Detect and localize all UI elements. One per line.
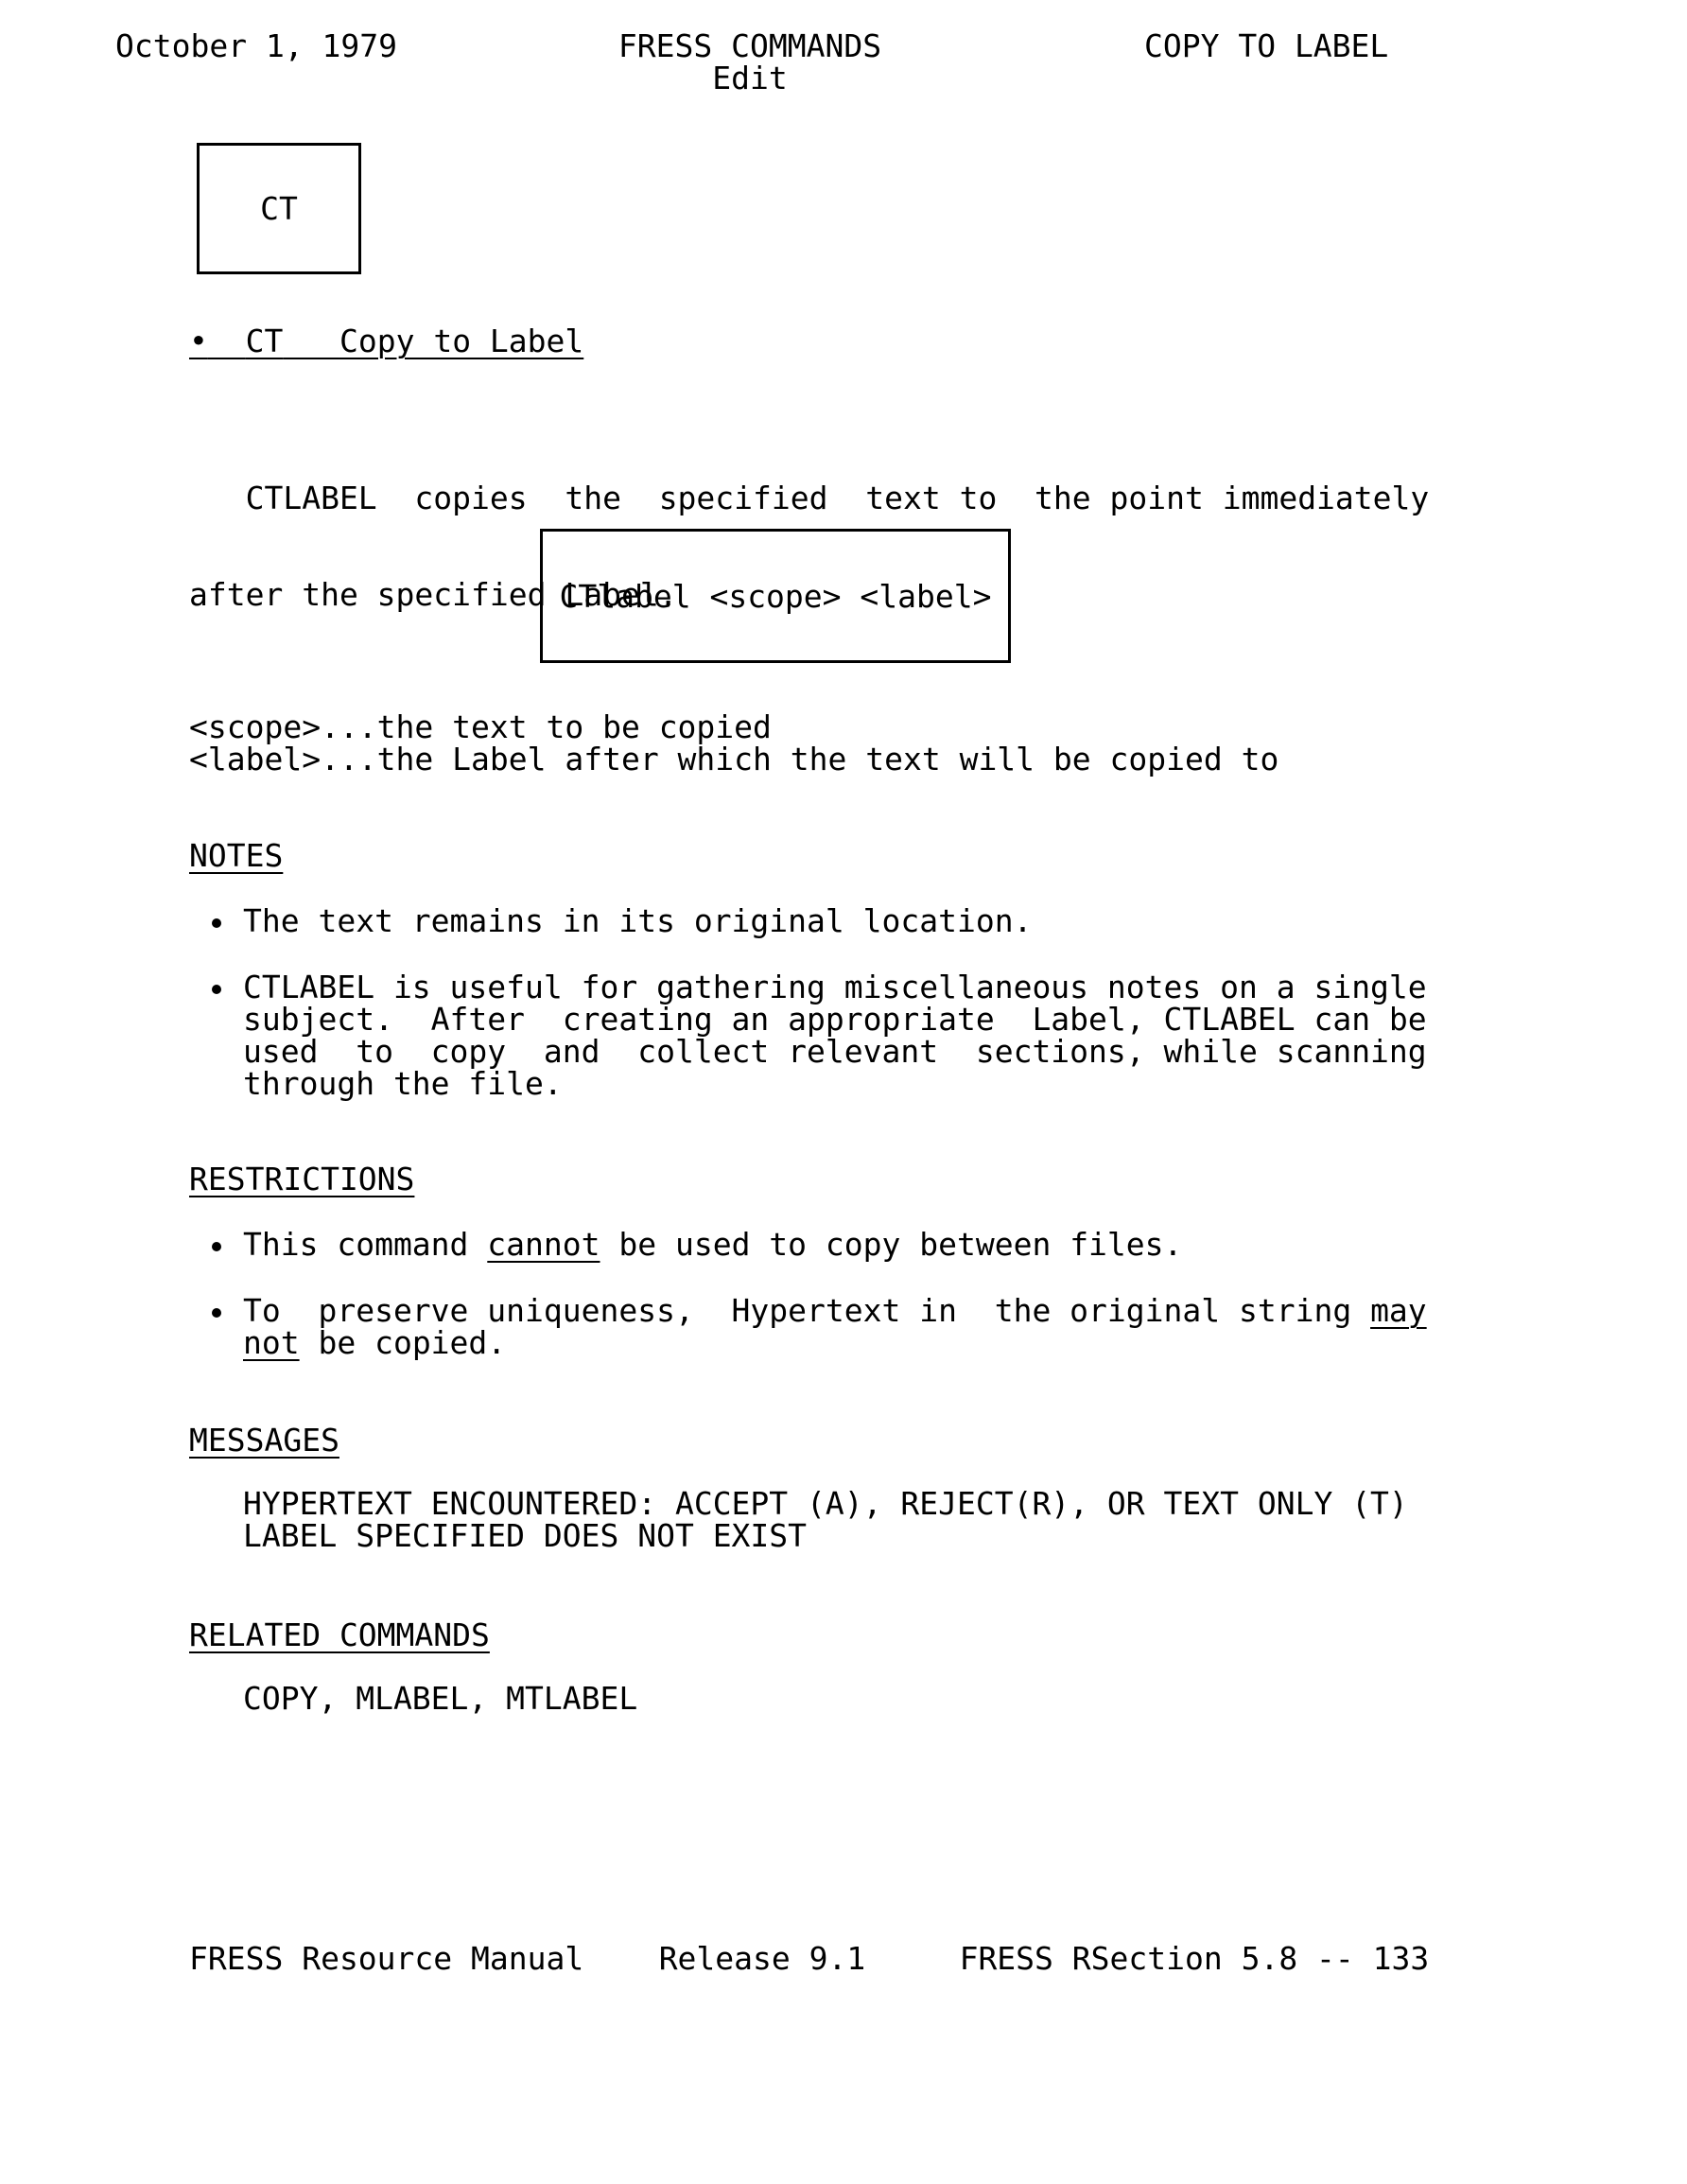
command-abbreviation-box (197, 143, 361, 274)
header-section-name: COPY TO LABEL (1144, 27, 1389, 64)
parameter-scope: <scope>...the text to be copied (189, 708, 772, 745)
list-item (189, 902, 1390, 939)
list-item (189, 969, 1427, 1102)
heading-bullet: • (189, 323, 208, 359)
restriction-line (243, 1324, 1390, 1361)
header-subtitle: Edit (712, 60, 788, 96)
notes-list (189, 902, 1427, 1134)
restriction-line (243, 1292, 1427, 1329)
notes-heading: NOTES (189, 837, 284, 874)
messages-list (243, 1485, 1408, 1554)
command-abbreviation: CT (260, 190, 298, 227)
restriction-text: To preserve uniqueness, Hypertext in the original string (243, 1292, 1371, 1329)
heading-name: Copy to Label (339, 323, 584, 359)
note-line: The text remains in its original location. (243, 902, 1033, 939)
description-line: after the specified Label. (189, 576, 678, 613)
page-footer: FRESS Resource Manual Release 9.1 FRESS RSection 5.8 -- 133 (189, 1940, 1430, 1977)
note-line: subject. After creating an appropriate Label, CTLABEL can be (243, 1001, 1427, 1038)
restriction-emphasis: not (243, 1324, 300, 1361)
message-line: LABEL SPECIFIED DOES NOT EXIST (243, 1517, 808, 1554)
restriction-emphasis: may (1370, 1292, 1427, 1329)
command-heading (189, 325, 583, 358)
restriction-line (243, 1226, 1390, 1263)
related-commands-list: COPY, MLABEL, MTLABEL (243, 1680, 638, 1717)
note-line: through the file. (243, 1065, 563, 1102)
message-line: HYPERTEXT ENCOUNTERED: ACCEPT (A), REJECT(R), OR TEXT ONLY (T) (243, 1485, 1408, 1522)
restrictions-list (189, 1226, 1427, 1393)
restriction-emphasis: cannot (487, 1226, 600, 1263)
note-line: CTLABEL is useful for gathering miscellaneous notes on a single (243, 969, 1427, 1005)
parameter-label: <label>...the Label after which the text will be copied to (189, 741, 1279, 778)
parameter-list (189, 708, 1279, 778)
header-date: October 1, 1979 (115, 27, 398, 64)
restriction-text: This command (243, 1226, 488, 1263)
list-item (189, 1226, 1390, 1263)
related-commands-heading: RELATED COMMANDS (189, 1616, 490, 1653)
syntax-text: CTlabel <scope> <label> (559, 577, 992, 615)
restriction-text: be copied. (299, 1324, 507, 1361)
heading-abbr: CT (245, 323, 284, 359)
list-item (189, 1292, 1427, 1361)
note-line: used to copy and collect relevant sections, while scanning (243, 1033, 1427, 1070)
syntax-box (540, 529, 1011, 663)
restriction-text: be used to copy between files. (600, 1226, 1183, 1263)
messages-heading: MESSAGES (189, 1422, 339, 1459)
description-line: CTLABEL copies the specified text to the point immediately (189, 480, 1430, 516)
restrictions-heading: RESTRICTIONS (189, 1161, 415, 1197)
header-title: FRESS COMMANDS (617, 27, 882, 64)
